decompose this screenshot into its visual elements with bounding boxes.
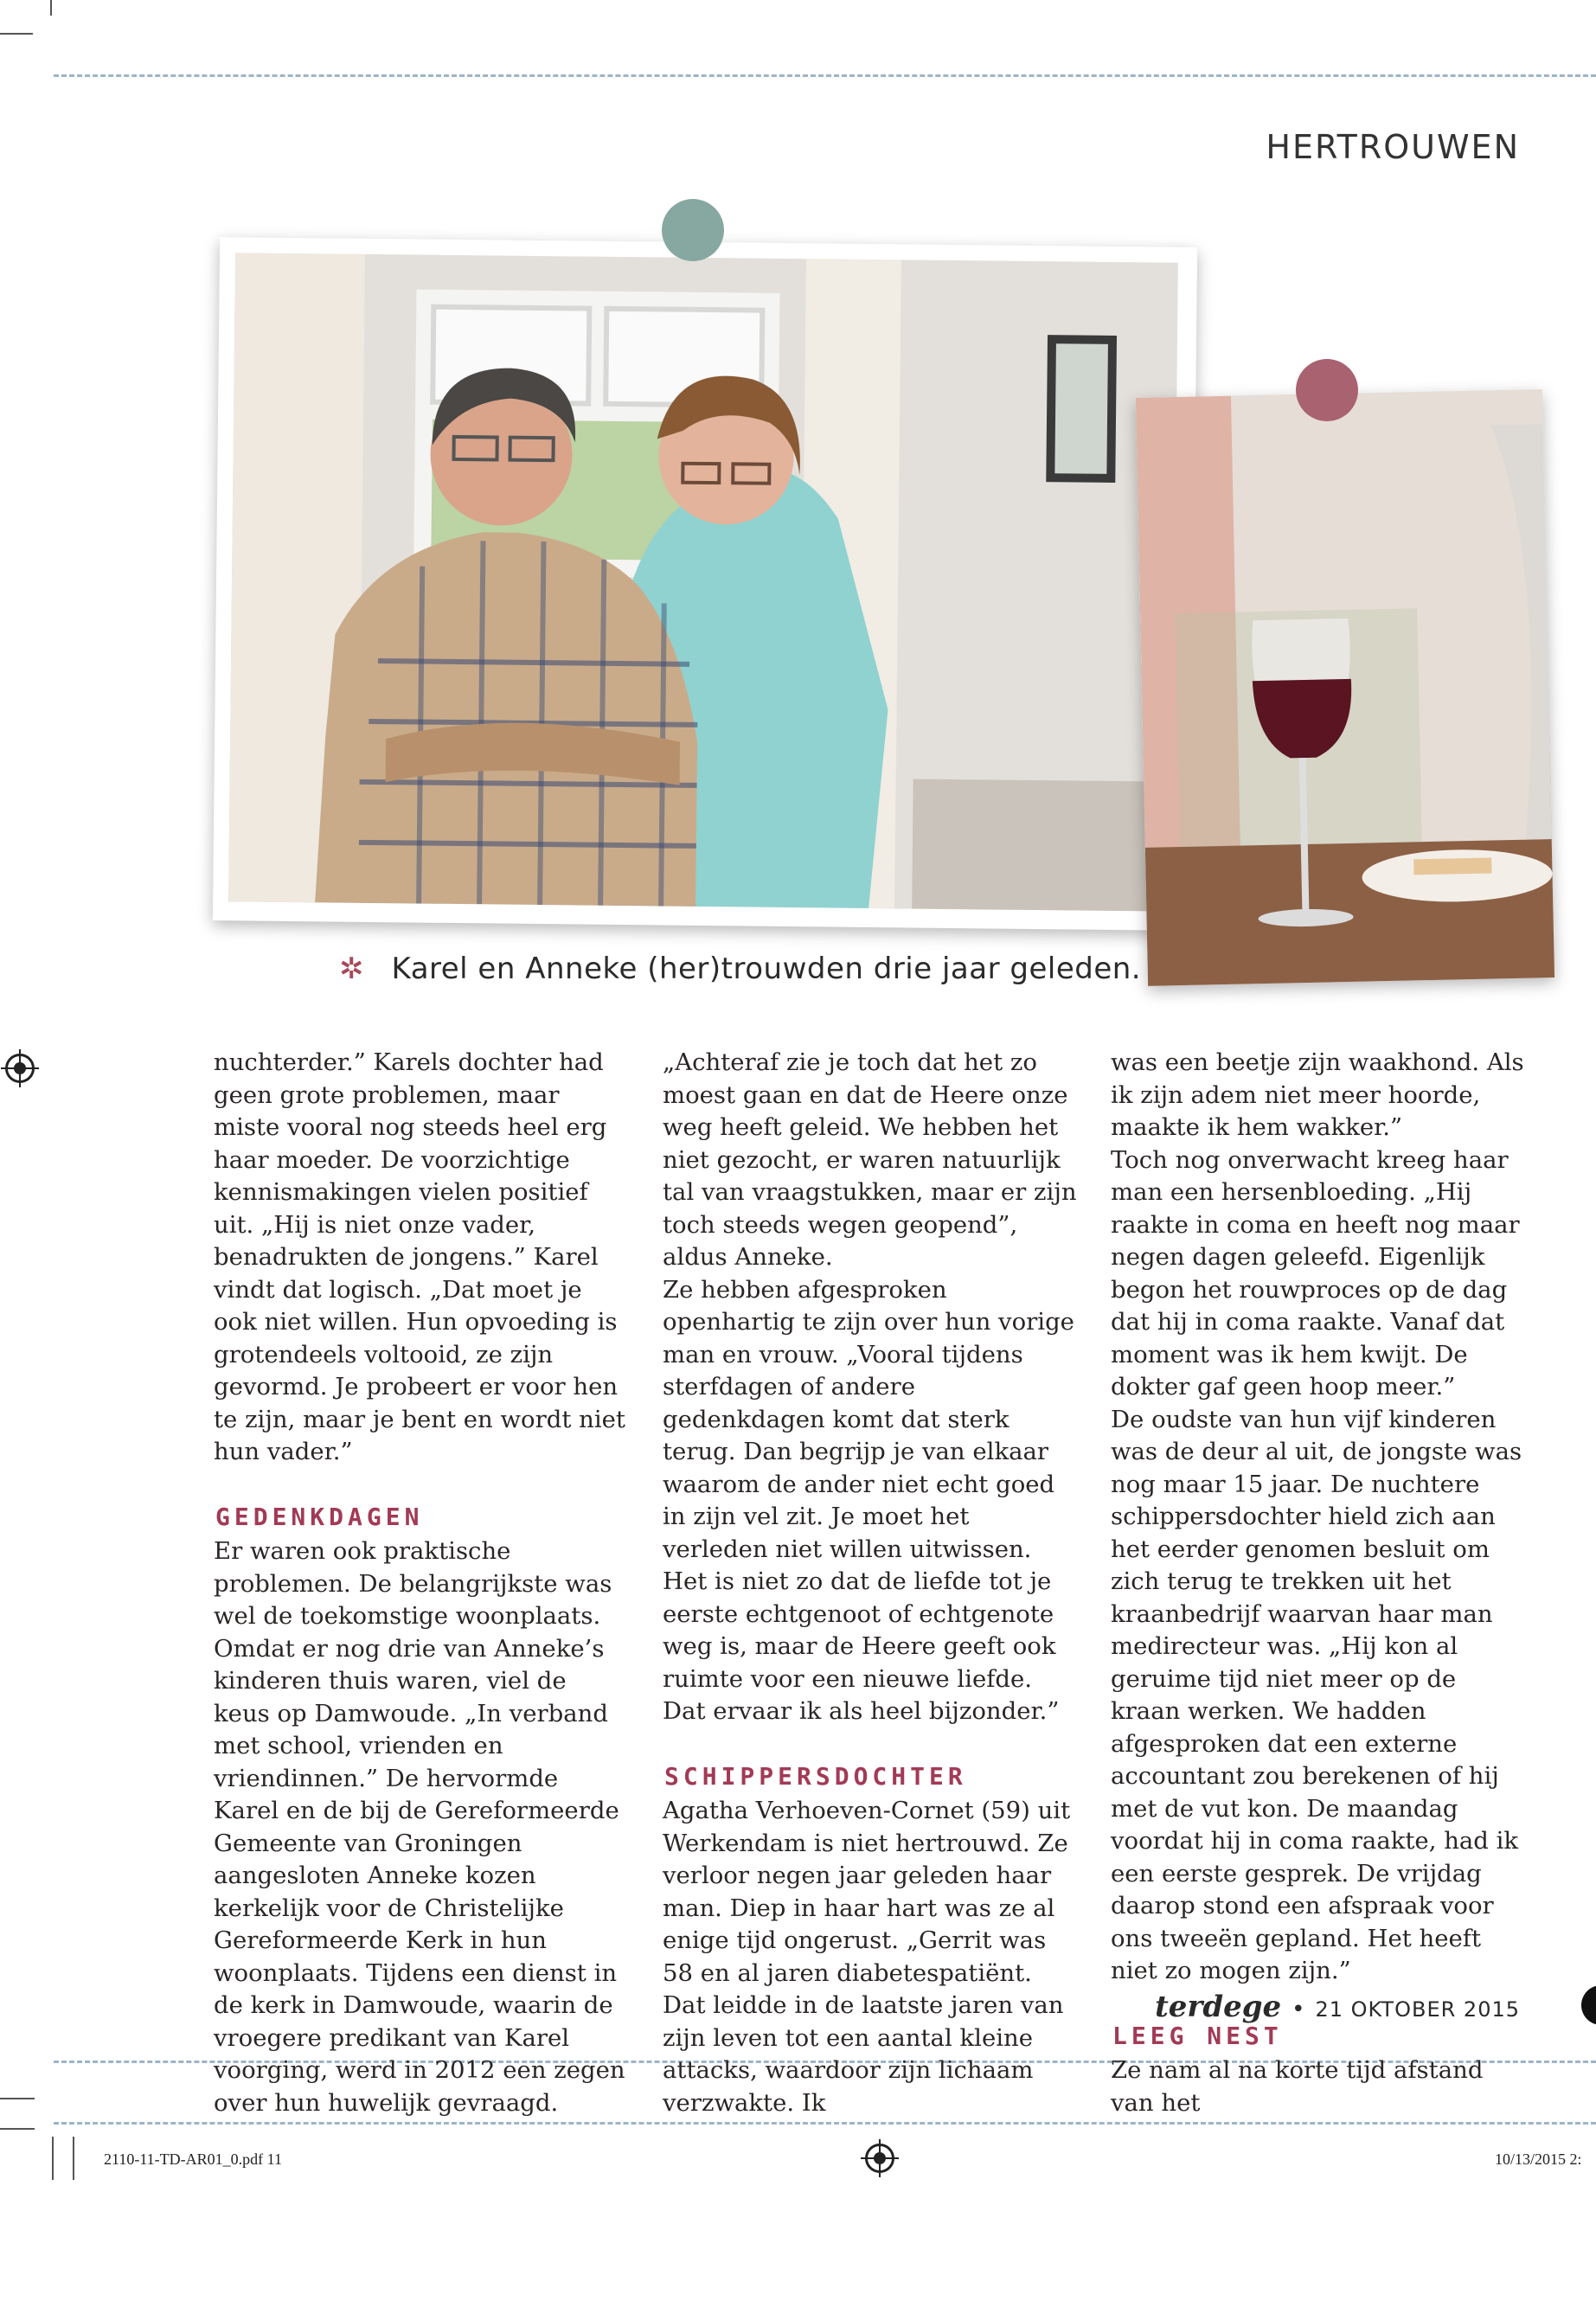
paragraph: De oudste van hun vijf kinderen was de deur al uit, de jongste was nog maar 15 jaar. De nuchtere schippersdochter hield zich aan het eerder genomen besluit om zich terug te trekken uit het kraanbedrijf waarvan haar man medirecteur was. „Hij kon al geruime tijd niet meer op de kraan werken. We hadden afgesproken dat een externe accountant zou berekenen of hij met de vut kon. De maandag voordat hij in coma raakte, had ik een eerste gesprek. De vrijdag daarop stond een afspraak voor ons tweeën gepland. Het heeft niet zo mogen zijn.” — [1111, 1405, 1522, 1984]
crop-mark — [52, 2137, 54, 2180]
paragraph: Er waren ook praktische problemen. De belangrijkste was wel de toekomstige woonplaats. Omdat er nog drie van Anneke’s kinderen thuis waren, viel de keus op Damwoude. „In verband met school, vrienden en vriendinnen.” De hervormde Karel en de bij de Gereformeerde Gemeente van Groningen aangesloten Anneke kozen kerkelijk voor de Christelijke Gereformeerde Kerk in hun woonplaats. Tijdens een dienst in de kerk in Damwoude, waarin de vroegere predikant van Karel voorging, werd in 2012 een zegen over hun huwelijk gevraagd. — [214, 1537, 625, 2117]
caption-text: Karel en Anneke (her)trouwden drie jaar geleden. — [391, 952, 1142, 986]
photo-couple — [213, 237, 1197, 931]
crop-mark — [0, 2098, 35, 2099]
article-column-3 — [1111, 1047, 1526, 2119]
registration-mark-icon — [865, 2144, 894, 2173]
crop-mark — [73, 2137, 74, 2180]
couple-illustration — [228, 253, 1178, 911]
paragraph: Ze hebben afgesproken openhartig te zijn over hun vorige man en vrouw. „Vooral tijdens sterfdagen of andere gedenkdagen komt dat sterk terug. Dan begrijp je van elkaar waarom de ander niet echt goed in zijn vel zit. Je moet het verleden niet willen uitwissen. Het is niet zo dat de liefde tot je eerste echtgenoot of echtgenote weg is, maar de Heere geeft ook ruimte voor een nieuwe liefde. Dat ervaar ik als heel bijzonder.” — [663, 1275, 1074, 1725]
pin-dot-rose — [1296, 359, 1358, 421]
paragraph: was een beetje zijn waakhond. Als ik zijn adem niet meer hoorde, maakte ik hem wakker.” — [1111, 1048, 1524, 1141]
star-icon: ✲ — [339, 952, 364, 986]
crop-mark — [50, 0, 52, 16]
photo-caption — [339, 952, 1141, 986]
pin-dot-teal — [662, 199, 724, 261]
paragraph: Agatha Verhoeven-Cornet (59) uit Werkendam is niet hertrouwd. Ze verloor negen jaar geleden haar man. Diep in haar hart was ze al enige tijd ongerust. „Gerrit was 58 en al jaren diabetespatiënt. Dat leidde in de laatste jaren van zijn leven tot een aantal kleine attacks, waardoor zijn lichaam verzwakte. Ik — [663, 1797, 1071, 2117]
wine-illustration — [1136, 389, 1554, 986]
magazine-logo: terdege — [1155, 1990, 1282, 2024]
page-number-badge — [1581, 1985, 1596, 2025]
subheading-gedenkdagen: GEDENKDAGEN — [215, 1502, 424, 1531]
photo-wine-glass — [1136, 389, 1554, 986]
slug-file: 2110-11-TD-AR01_0.pdf 11 — [104, 2150, 282, 2168]
article-column-2 — [663, 1047, 1078, 2119]
paragraph: „Achteraf zie je toch dat het zo moest gaan en dat de Heere onze weg heeft geleid. We hebben het niet gezocht, er waren natuurlijk tal van vraagstukken, maar er zijn toch steeds wegen geopend”, aldus Anneke. — [663, 1048, 1077, 1271]
footer-brand — [1155, 1990, 1520, 2024]
subheading-leeg-nest: LEEG NEST — [1112, 2021, 1283, 2050]
crop-mark — [0, 33, 33, 35]
slug-timestamp: 10/13/2015 2: — [1495, 2150, 1582, 2168]
footer-separator: • — [1292, 1997, 1305, 2022]
article-column-1 — [214, 1047, 629, 2119]
crop-mark — [0, 2128, 35, 2130]
paragraph: nuchterder.” Karels dochter had geen grote problemen, maar miste vooral nog steeds heel erg haar moeder. De voorzichtige kennismakingen vielen positief uit. „Hij is niet onze vader, benadrukten de jongens.” Karel vindt dat logisch. „Dat moet je ook niet willen. Hun opvoeding is grotendeels voltooid, ze zijn gevormd. Je probeert er voor hen te zijn, maar je bent en wordt niet hun vader.” — [214, 1048, 625, 1465]
trim-line-top — [54, 74, 1596, 77]
slug-line — [54, 2122, 1596, 2125]
photo-couple-image — [228, 253, 1178, 911]
photo-wine-glass-image — [1136, 389, 1554, 986]
issue-date: 21 OKTOBER 2015 — [1315, 1997, 1520, 2022]
registration-mark-icon — [5, 1054, 35, 1083]
paragraph: Toch nog onverwacht kreeg haar man een hersenbloeding. „Hij raakte in coma en heeft nog maar negen dagen geleefd. Eigenlijk begon het rouwproces op de dag dat hij in coma raakte. Vanaf dat moment was ik hem kwijt. De dokter gaf geen hoop meer.” — [1111, 1145, 1520, 1400]
paragraph: Ze nam al na korte tijd afstand van het — [1111, 2056, 1484, 2117]
section-tag: HERTROUWEN — [1266, 128, 1520, 166]
subheading-schippersdochter: SCHIPPERSDOCHTER — [664, 1761, 967, 1791]
